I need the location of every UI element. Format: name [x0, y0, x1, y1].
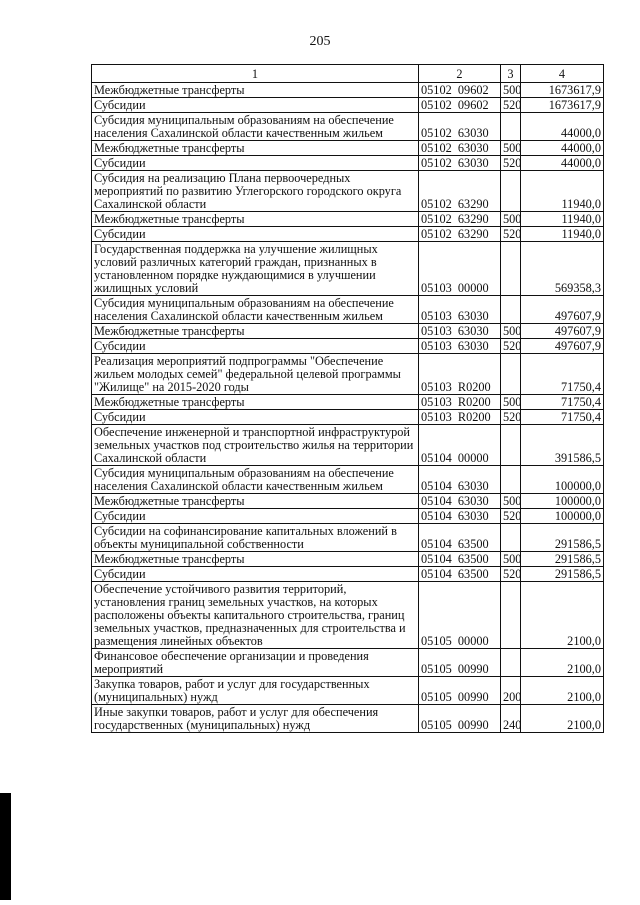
- table-row: [92, 324, 604, 339]
- row-sum-cell: 569358,3: [521, 242, 604, 296]
- table-row: [92, 354, 604, 395]
- row-type-cell: [501, 649, 521, 677]
- row-name-cell: Межбюджетные трансферты: [92, 324, 419, 339]
- row-code-cell: 05105 00990: [419, 649, 501, 677]
- row-type-cell: 520: [501, 509, 521, 524]
- row-name-cell: Субсидия муниципальным образованиям на обеспечение населения Сахалинской области качественным жильем: [92, 466, 419, 494]
- row-code-cell: 05102 63030: [419, 113, 501, 141]
- row-code-cell: 05102 63290: [419, 227, 501, 242]
- table-row: [92, 212, 604, 227]
- row-sum-cell: 2100,0: [521, 705, 604, 733]
- table-row: [92, 567, 604, 582]
- row-name-cell: Закупка товаров, работ и услуг для государственных (муниципальных) нужд: [92, 677, 419, 705]
- row-code-cell: 05104 63500: [419, 567, 501, 582]
- table-row: [92, 171, 604, 212]
- row-code-cell: 05103 00000: [419, 242, 501, 296]
- row-name-cell: Межбюджетные трансферты: [92, 212, 419, 227]
- row-sum-cell: 497607,9: [521, 339, 604, 354]
- row-sum-cell: 11940,0: [521, 227, 604, 242]
- row-sum-cell: 1673617,9: [521, 83, 604, 98]
- row-name-cell: Иные закупки товаров, работ и услуг для обеспечения государственных (муниципальных) нужд: [92, 705, 419, 733]
- row-type-cell: 500: [501, 494, 521, 509]
- table-row: [92, 242, 604, 296]
- row-type-cell: [501, 354, 521, 395]
- table-row: [92, 296, 604, 324]
- row-type-cell: 520: [501, 567, 521, 582]
- table-row: [92, 227, 604, 242]
- table-row: [92, 83, 604, 98]
- row-sum-cell: 291586,5: [521, 552, 604, 567]
- table-row: [92, 141, 604, 156]
- row-sum-cell: 291586,5: [521, 567, 604, 582]
- table-row: [92, 494, 604, 509]
- table-row: [92, 705, 604, 733]
- table-row: [92, 98, 604, 113]
- row-type-cell: [501, 582, 521, 649]
- row-sum-cell: 2100,0: [521, 677, 604, 705]
- row-code-cell: 05102 63030: [419, 156, 501, 171]
- row-sum-cell: 71750,4: [521, 395, 604, 410]
- table-row: [92, 156, 604, 171]
- row-code-cell: 05104 63030: [419, 466, 501, 494]
- row-name-cell: Межбюджетные трансферты: [92, 395, 419, 410]
- row-name-cell: Государственная поддержка на улучшение жилищных условий различных категорий граждан, признанных в установленном порядке нуждающимися в улучшении жилищных условий: [92, 242, 419, 296]
- row-type-cell: 500: [501, 141, 521, 156]
- row-name-cell: Субсидии: [92, 410, 419, 425]
- row-code-cell: 05105 00990: [419, 677, 501, 705]
- row-code-cell: 05102 63030: [419, 141, 501, 156]
- row-code-cell: 05103 R0200: [419, 395, 501, 410]
- row-sum-cell: 44000,0: [521, 113, 604, 141]
- row-type-cell: [501, 171, 521, 212]
- row-sum-cell: 44000,0: [521, 156, 604, 171]
- row-sum-cell: 2100,0: [521, 649, 604, 677]
- row-type-cell: 500: [501, 552, 521, 567]
- row-type-cell: [501, 113, 521, 141]
- table-row: [92, 425, 604, 466]
- row-code-cell: 05104 63030: [419, 494, 501, 509]
- row-type-cell: 200: [501, 677, 521, 705]
- row-type-cell: 500: [501, 395, 521, 410]
- row-sum-cell: 391586,5: [521, 425, 604, 466]
- row-code-cell: 05102 09602: [419, 83, 501, 98]
- row-sum-cell: 100000,0: [521, 466, 604, 494]
- row-code-cell: 05102 63290: [419, 171, 501, 212]
- row-sum-cell: 44000,0: [521, 141, 604, 156]
- row-code-cell: 05102 63290: [419, 212, 501, 227]
- row-type-cell: 520: [501, 339, 521, 354]
- table-row: [92, 552, 604, 567]
- row-code-cell: 05104 63030: [419, 509, 501, 524]
- table-row: [92, 649, 604, 677]
- row-name-cell: Обеспечение устойчивого развития территорий, установления границ земельных участков, на которых расположены объекты капитального строительства, границ земельных участков, предназначенных для строительства и размещения линейных объектов: [92, 582, 419, 649]
- row-name-cell: Субсидии на софинансирование капитальных вложений в объекты муниципальной собственности: [92, 524, 419, 552]
- row-sum-cell: 100000,0: [521, 509, 604, 524]
- row-name-cell: Субсидии: [92, 567, 419, 582]
- table-row: [92, 524, 604, 552]
- header-name: 1: [92, 65, 419, 83]
- row-code-cell: 05105 00000: [419, 582, 501, 649]
- row-sum-cell: 11940,0: [521, 212, 604, 227]
- row-name-cell: Реализация мероприятий подпрограммы "Обеспечение жильем молодых семей" федеральной целевой программы "Жилище" на 2015-2020 годы: [92, 354, 419, 395]
- row-code-cell: 05102 09602: [419, 98, 501, 113]
- row-code-cell: 05103 R0200: [419, 354, 501, 395]
- row-sum-cell: 71750,4: [521, 354, 604, 395]
- row-sum-cell: 100000,0: [521, 494, 604, 509]
- row-sum-cell: 11940,0: [521, 171, 604, 212]
- table-row: [92, 509, 604, 524]
- header-sum: 4: [521, 65, 604, 83]
- row-type-cell: 520: [501, 156, 521, 171]
- row-name-cell: Субсидия муниципальным образованиям на обеспечение населения Сахалинской области качественным жильем: [92, 113, 419, 141]
- table-row: [92, 395, 604, 410]
- row-name-cell: Финансовое обеспечение организации и проведения мероприятий: [92, 649, 419, 677]
- row-code-cell: 05103 63030: [419, 324, 501, 339]
- row-type-cell: 520: [501, 98, 521, 113]
- row-type-cell: [501, 242, 521, 296]
- row-name-cell: Субсидии: [92, 509, 419, 524]
- row-code-cell: 05103 63030: [419, 296, 501, 324]
- row-name-cell: Межбюджетные трансферты: [92, 494, 419, 509]
- row-name-cell: Субсидии: [92, 98, 419, 113]
- row-type-cell: 500: [501, 212, 521, 227]
- table-row: [92, 410, 604, 425]
- table-row: [92, 582, 604, 649]
- row-name-cell: Субсидия муниципальным образованиям на обеспечение населения Сахалинской области качественным жильем: [92, 296, 419, 324]
- page-number: 205: [309, 34, 331, 49]
- table-row: [92, 339, 604, 354]
- row-type-cell: 240: [501, 705, 521, 733]
- row-sum-cell: 71750,4: [521, 410, 604, 425]
- row-type-cell: 500: [501, 324, 521, 339]
- row-name-cell: Субсидии: [92, 156, 419, 171]
- row-name-cell: Субсидии: [92, 227, 419, 242]
- row-name-cell: Субсидии: [92, 339, 419, 354]
- row-name-cell: Межбюджетные трансферты: [92, 83, 419, 98]
- header-code: 2: [419, 65, 501, 83]
- row-sum-cell: 497607,9: [521, 324, 604, 339]
- row-code-cell: 05104 00000: [419, 425, 501, 466]
- row-sum-cell: 291586,5: [521, 524, 604, 552]
- row-type-cell: 520: [501, 227, 521, 242]
- row-type-cell: 500: [501, 83, 521, 98]
- row-code-cell: 05103 63030: [419, 339, 501, 354]
- budget-table: [91, 64, 604, 733]
- row-type-cell: [501, 296, 521, 324]
- table-header-row: [92, 65, 604, 83]
- table-row: [92, 113, 604, 141]
- row-name-cell: Обеспечение инженерной и транспортной инфраструктурой земельных участков под строительство жилья на территории Сахалинской области: [92, 425, 419, 466]
- row-name-cell: Межбюджетные трансферты: [92, 141, 419, 156]
- scan-margin-mark: [0, 793, 11, 900]
- header-type: 3: [501, 65, 521, 83]
- row-sum-cell: 497607,9: [521, 296, 604, 324]
- row-type-cell: 520: [501, 410, 521, 425]
- table-body: [92, 83, 604, 733]
- row-type-cell: [501, 524, 521, 552]
- row-name-cell: Межбюджетные трансферты: [92, 552, 419, 567]
- row-code-cell: 05104 63500: [419, 524, 501, 552]
- row-type-cell: [501, 466, 521, 494]
- row-type-cell: [501, 425, 521, 466]
- row-code-cell: 05104 63500: [419, 552, 501, 567]
- row-code-cell: 05103 R0200: [419, 410, 501, 425]
- table-row: [92, 677, 604, 705]
- row-sum-cell: 1673617,9: [521, 98, 604, 113]
- table-row: [92, 466, 604, 494]
- row-name-cell: Субсидия на реализацию Плана первоочередных мероприятий по развитию Углегорского городского округа Сахалинской области: [92, 171, 419, 212]
- row-sum-cell: 2100,0: [521, 582, 604, 649]
- row-code-cell: 05105 00990: [419, 705, 501, 733]
